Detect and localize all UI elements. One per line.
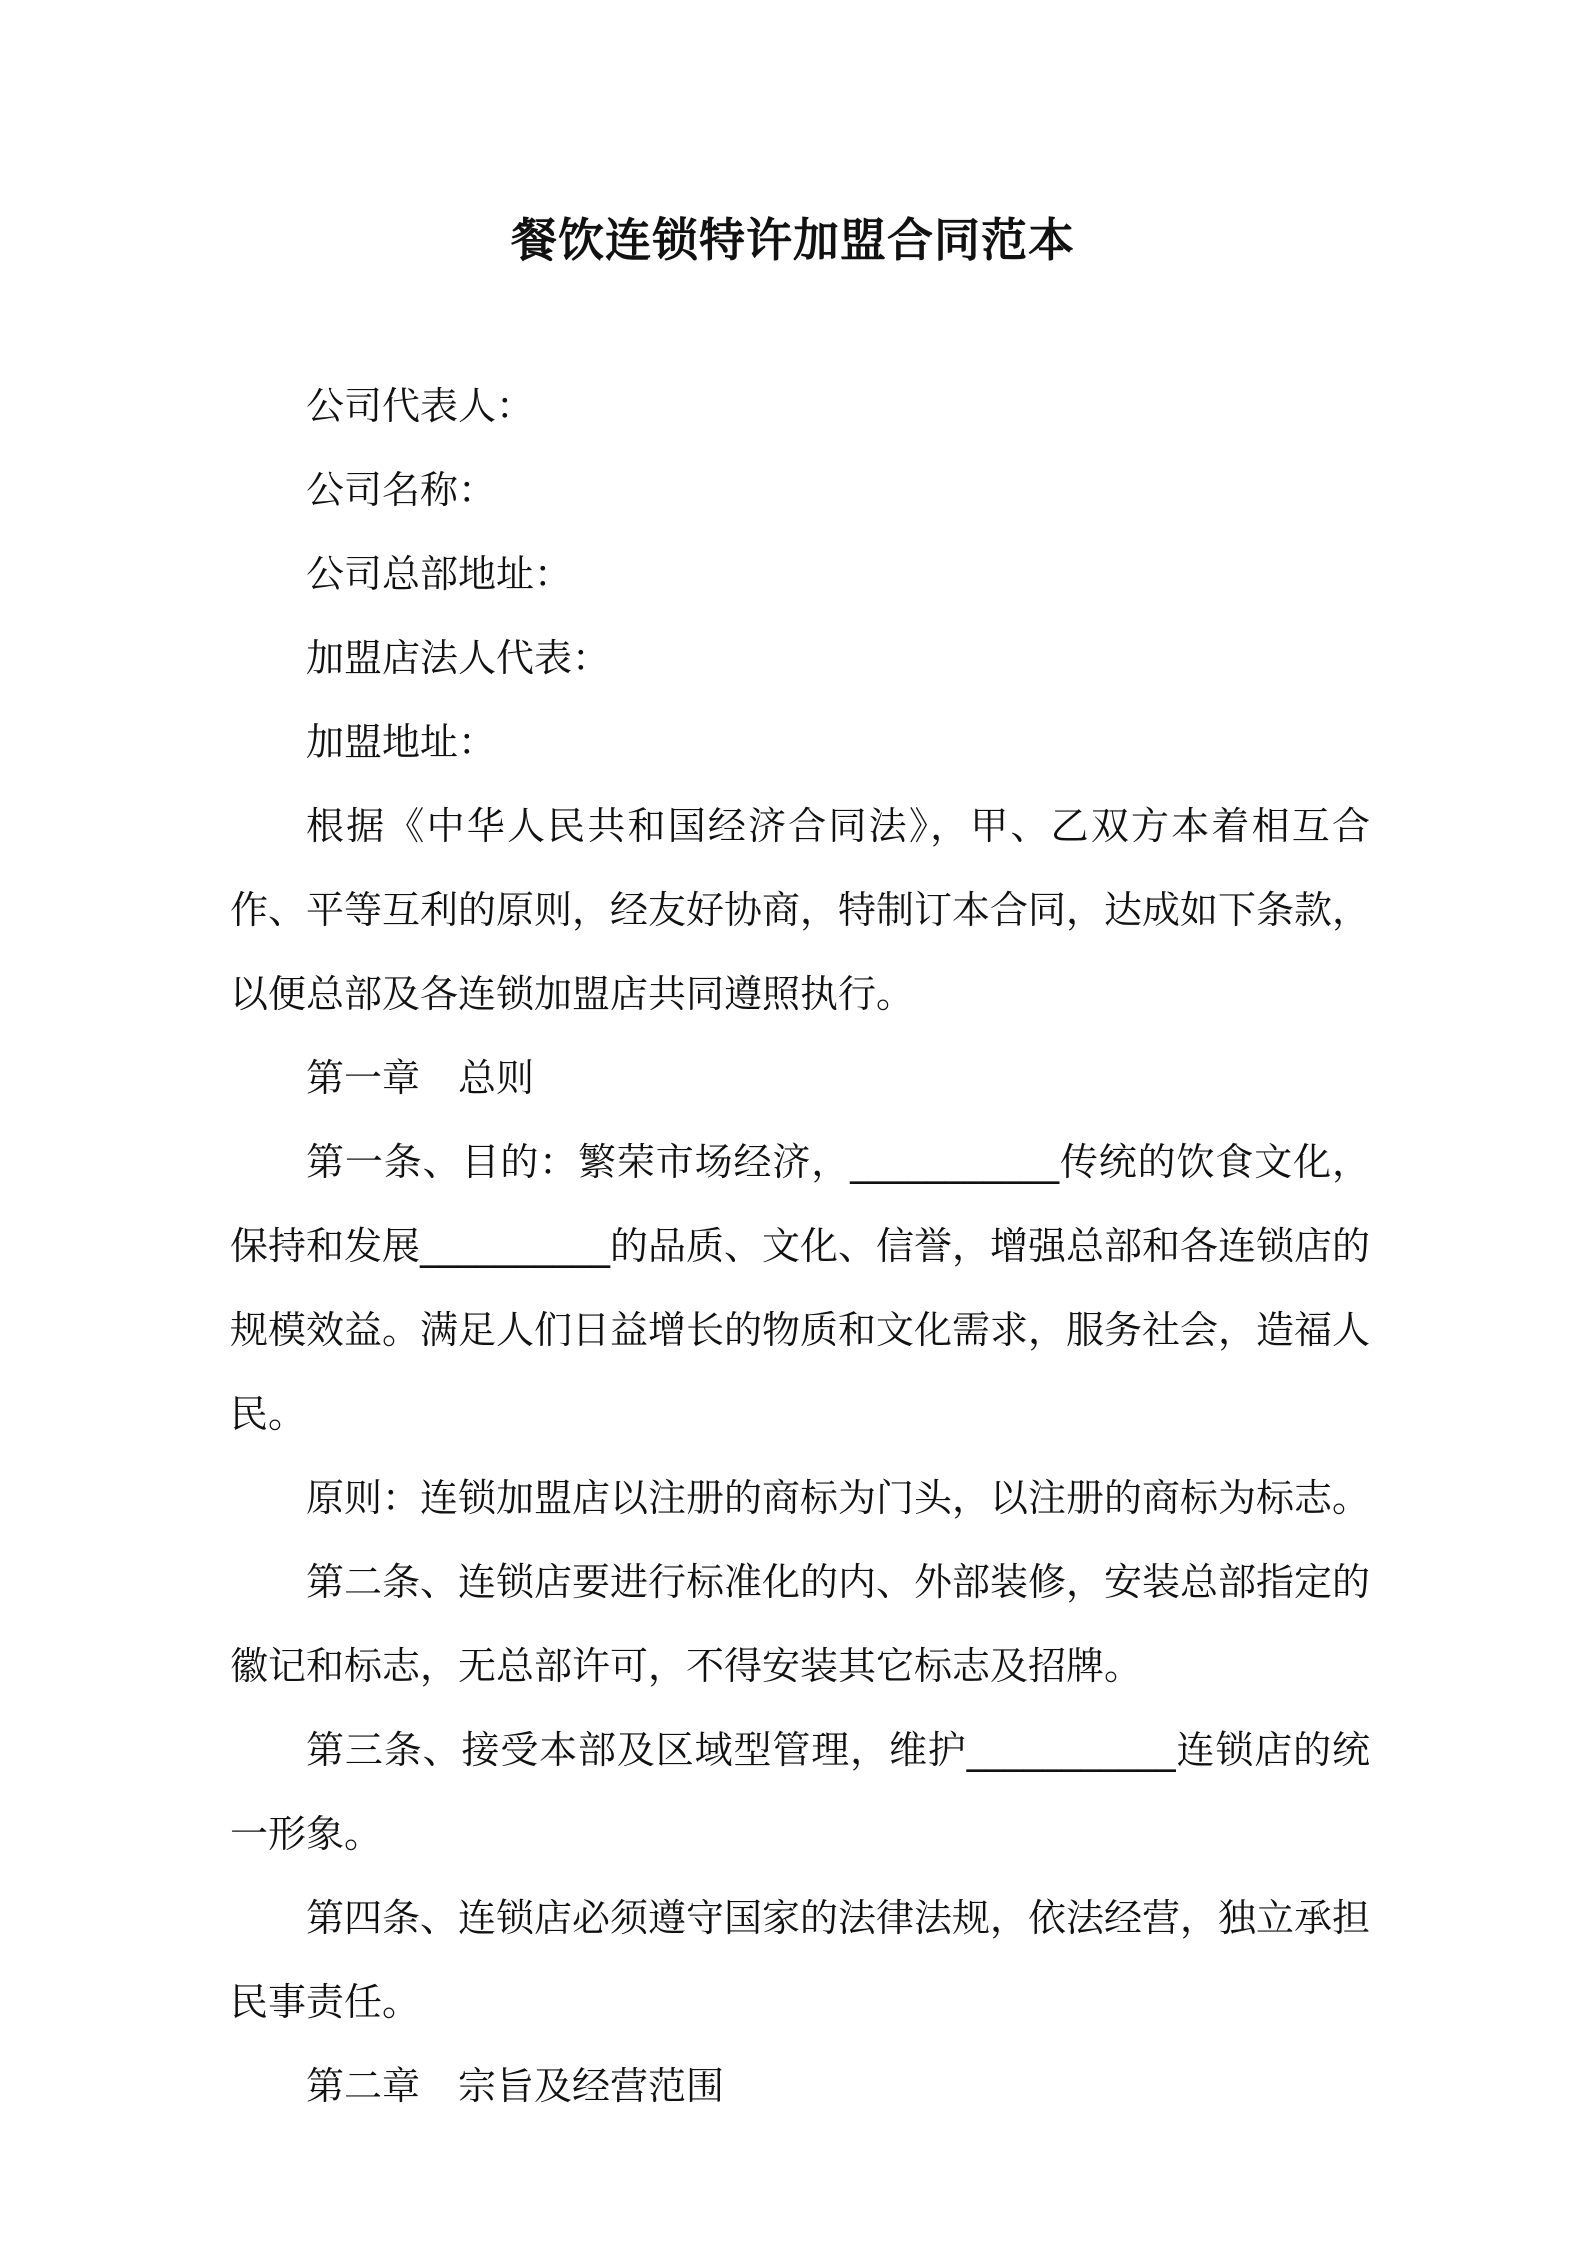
field-company-name: 公司名称： <box>306 468 497 512</box>
field-franchisee-legal-representative: 加盟店法人代表： <box>306 636 611 680</box>
document-body <box>230 364 1370 2128</box>
principle-paragraph: 原则：连锁加盟店以注册的商标为门头，以注册的商标为标志。 <box>306 1476 1371 1520</box>
field-franchise-address: 加盟地址： <box>306 720 497 764</box>
article-3-paragraph: 第三条、接受本部及区域型管理，维护___________连锁店的统一形象。 <box>230 1728 1370 1856</box>
article-4-paragraph: 第四条、连锁店必须遵守国家的法律法规，依法经营，独立承担民事责任。 <box>230 1896 1371 2024</box>
article-1-paragraph: 第一条、目的：繁荣市场经济，___________传统的饮食文化，保持和发展__________的品质、文化、信誉，增强总部和各连锁店的规模效益。满足人们日益增长的物质和文化需求，服务社会，造福人民。 <box>230 1140 1371 1436</box>
document-title: 餐饮连锁特许加盟合同范本 <box>511 213 1075 267</box>
field-company-representative: 公司代表人： <box>306 384 535 428</box>
chapter-1-heading: 第一章 总则 <box>306 1056 535 1100</box>
chapter-2-heading: 第二章 宗旨及经营范围 <box>306 2064 725 2108</box>
preamble-paragraph: 根据《中华人民共和国经济合同法》，甲、乙双方本着相互合作、平等互利的原则，经友好协商，特制订本合同，达成如下条款，以便总部及各连锁加盟店共同遵照执行。 <box>230 804 1371 1016</box>
field-headquarters-address: 公司总部地址： <box>306 552 573 596</box>
article-2-paragraph: 第二条、连锁店要进行标准化的内、外部装修，安装总部指定的徽记和标志，无总部许可，不得安装其它标志及招牌。 <box>230 1560 1371 1688</box>
